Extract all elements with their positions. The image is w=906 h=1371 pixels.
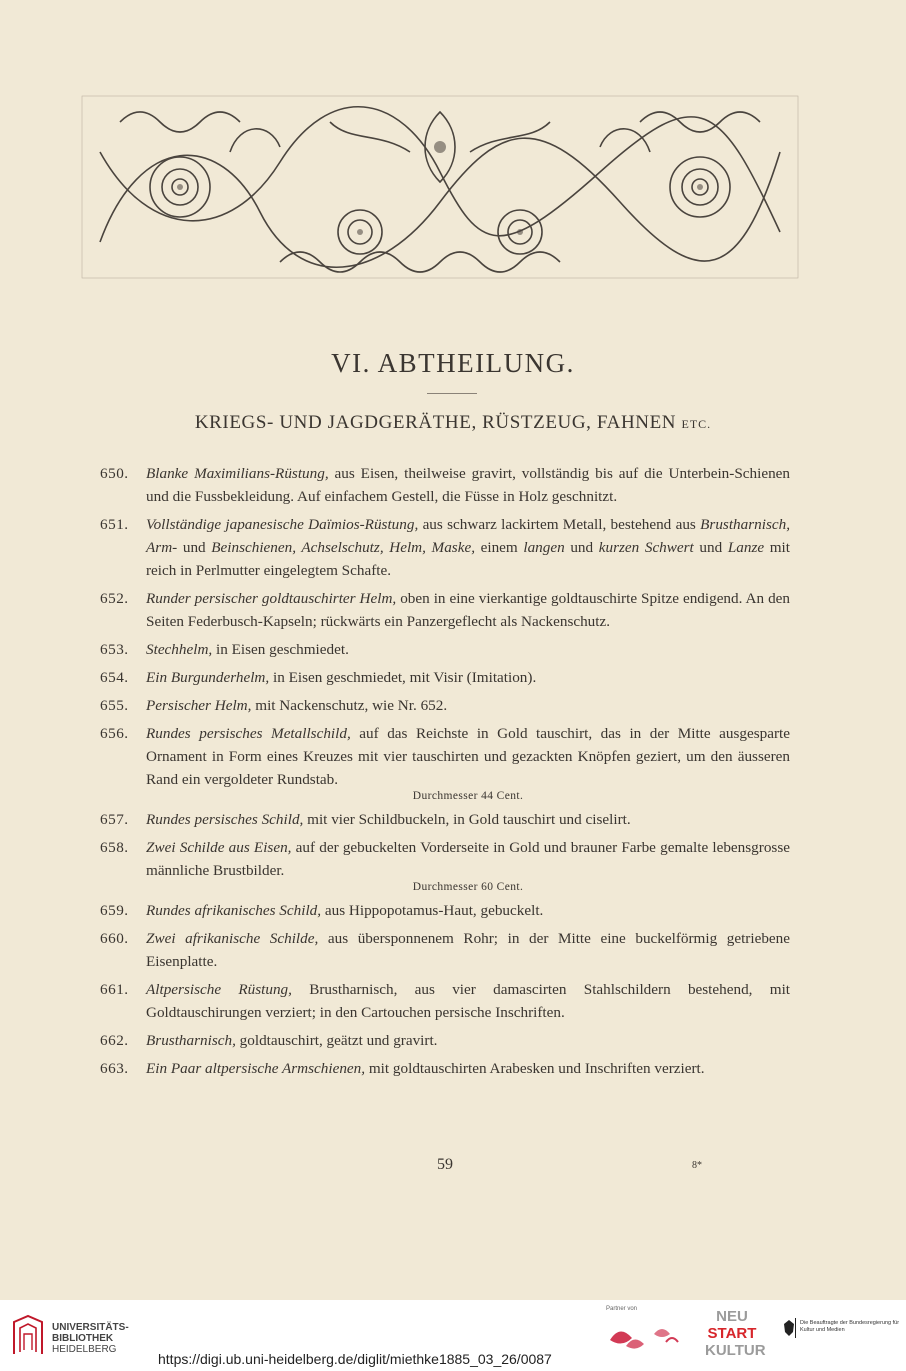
- entry-italic-term: kurzen Schwert: [598, 539, 694, 556]
- entry-description: aus schwarz lackirtem Metall, bestehend aus: [418, 516, 701, 533]
- entry-title: Zwei afrikanische Schilde,: [146, 930, 319, 947]
- entry-number: 663.: [100, 1060, 129, 1077]
- entry-description: aus Hippopotamus-Haut, gebuckelt.: [321, 902, 544, 919]
- entry-number: 662.: [100, 1032, 129, 1049]
- entry-description: goldtauschirt, geätzt und gravirt.: [235, 1032, 438, 1049]
- catalogue-entry: [100, 836, 790, 894]
- catalogue-entry: [100, 1057, 790, 1080]
- decorative-headpiece-ornament: [80, 92, 800, 280]
- digital-library-partner-logo-icon: [606, 1320, 696, 1354]
- entry-title: Brustharnisch,: [146, 1032, 236, 1049]
- government-commissioner-text: Die Beauftragte der Bundesregierung für Kultur und Medien: [800, 1320, 900, 1333]
- subtitle-text: KRIEGS- UND JAGDGERÄTHE, RÜSTZEUG, FAHNEN: [194, 412, 677, 433]
- catalogue-entry: [100, 978, 790, 1024]
- entry-title: Persischer Helm,: [146, 697, 252, 714]
- entry-description: mit Nackenschutz, wie Nr. 652.: [251, 697, 448, 714]
- entry-description: aus übersponnenem Rohr; in der Mitte eine buckelförmig getriebene Eisenplatte.: [146, 930, 790, 970]
- entry-title: Blanke Maximilians-Rüstung,: [146, 465, 329, 482]
- subtitle-etc: ETC.: [681, 417, 712, 431]
- entry-number: 656.: [100, 725, 129, 742]
- entry-description-part: und: [564, 539, 599, 556]
- library-name: [52, 1322, 129, 1355]
- entry-description: Brustharnisch, aus vier damascirten Stahlschildern bestehend, mit Goldtauschirungen verziert; in den Cartouchen persische Inschriften.: [146, 981, 791, 1021]
- entry-italic-term: langen: [523, 539, 565, 556]
- catalogue-entry: [100, 513, 790, 582]
- neustart-line-1: NEU: [716, 1308, 748, 1325]
- catalogue-entry: [100, 927, 790, 973]
- entry-number: 661.: [100, 981, 129, 998]
- catalogue-entry: [100, 587, 790, 633]
- entry-number: 651.: [100, 516, 129, 533]
- library-line-2: BIBLIOTHEK: [52, 1333, 114, 1344]
- signature-mark: 8*: [692, 1160, 702, 1171]
- entry-measurement: Durchmesser 60 Cent.: [412, 881, 524, 893]
- entry-title: Ein Paar altpersische Armschienen,: [146, 1060, 366, 1077]
- entry-measurement: Durchmesser 44 Cent.: [412, 790, 524, 802]
- entry-title: Vollständige japanesische Daïmios-Rüstung,: [146, 516, 419, 533]
- entry-number: 653.: [100, 641, 129, 658]
- entry-description: mit goldtauschirten Arabesken und Inschriften verziert.: [365, 1060, 705, 1077]
- entry-title: Stechhelm,: [146, 641, 213, 658]
- footer-bar: [0, 1300, 906, 1371]
- entry-italic-term: Lanze: [727, 539, 765, 556]
- catalogue-entry: [100, 1029, 790, 1052]
- neustart-line-3: KULTUR: [705, 1342, 766, 1359]
- library-line-1: UNIVERSITÄTS-: [52, 1322, 129, 1333]
- page-number: 59: [437, 1156, 453, 1173]
- entry-title: Rundes afrikanisches Schild,: [146, 902, 322, 919]
- entry-number: 659.: [100, 902, 129, 919]
- entry-description-part: und: [177, 539, 212, 556]
- entry-description: in Eisen geschmiedet.: [212, 641, 349, 658]
- entry-number: 660.: [100, 930, 129, 947]
- catalogue-entry: [100, 808, 790, 831]
- entry-italic-term: Brustharnisch, Arm-: [146, 516, 791, 556]
- entry-number: 658.: [100, 839, 129, 856]
- entry-italic-term: Beinschienen, Achselschutz, Helm, Maske,: [211, 539, 475, 556]
- entry-description: in Eisen geschmiedet, mit Visir (Imitation).: [269, 669, 537, 686]
- entry-title: Zwei Schilde aus Eisen,: [146, 839, 292, 856]
- entry-title: Ein Burgunderhelm,: [146, 669, 270, 686]
- entry-description: auf das Reichste in Gold tauschirt, das in der Mitte ausgesparte Ornament in Form eines Kreuzes mit vier tauschirten und gezackten Knöpfen geziert, um den äusseren Rand ein vergoldeter Rundstab.: [146, 725, 790, 788]
- catalogue-entries: [100, 462, 790, 1085]
- university-library-logo-icon: [10, 1314, 46, 1356]
- section-subtitle: [0, 412, 906, 434]
- entry-description: mit vier Schildbuckeln, in Gold tauschirt und ciselirt.: [303, 811, 631, 828]
- catalogue-entry: [100, 694, 790, 717]
- entry-number: 650.: [100, 465, 129, 482]
- entry-title: Rundes persisches Metallschild,: [146, 725, 351, 742]
- catalogue-entry: [100, 666, 790, 689]
- entry-description: auf der gebuckelten Vorderseite in Gold und brauner Farbe gemalte lebensgrosse männliche Brustbilder.: [146, 839, 790, 879]
- entry-description: oben in eine vierkantige goldtauschirte Spitze endigend. An den Seiten Federbusch-Kapseln; rückwärts ein Panzergeflecht als Nackenschutz.: [146, 590, 791, 630]
- entry-number: 652.: [100, 590, 129, 607]
- catalogue-entry: [100, 462, 790, 508]
- neustart-kultur-logo: [705, 1308, 766, 1359]
- neustart-line-2: START: [707, 1325, 757, 1342]
- entry-description-part: einem: [475, 539, 524, 556]
- entry-number: 655.: [100, 697, 129, 714]
- entry-description-part: mit reich in Perlmutter eingelegtem Schafte.: [146, 539, 790, 579]
- catalogue-entry: [100, 722, 790, 803]
- entry-description: aus Eisen, theilweise gravirt, vollständig bis auf die Unterbein-Schienen und die Fussbekleidung. Auf einfachem Gestell, die Füsse in Holz geschnitzt.: [146, 465, 791, 505]
- entry-title: Altpersische Rüstung,: [146, 981, 292, 998]
- catalogue-entry: [100, 638, 790, 661]
- entry-number: 654.: [100, 669, 129, 686]
- entry-title: Runder persischer goldtauschirter Helm,: [146, 590, 397, 607]
- catalogue-entry: [100, 899, 790, 922]
- library-line-3: HEIDELBERG: [52, 1344, 117, 1355]
- section-title: VI. ABTHEILUNG.: [331, 348, 575, 378]
- partner-label: Partner von: [606, 1306, 638, 1312]
- title-divider: [427, 393, 477, 394]
- entry-number: 657.: [100, 811, 129, 828]
- entry-title: Rundes persisches Schild,: [146, 811, 304, 828]
- permalink-url[interactable]: https://digi.ub.uni-heidelberg.de/diglit/miethke1885_03_26/0087: [158, 1351, 552, 1367]
- entry-description-part: und: [693, 539, 728, 556]
